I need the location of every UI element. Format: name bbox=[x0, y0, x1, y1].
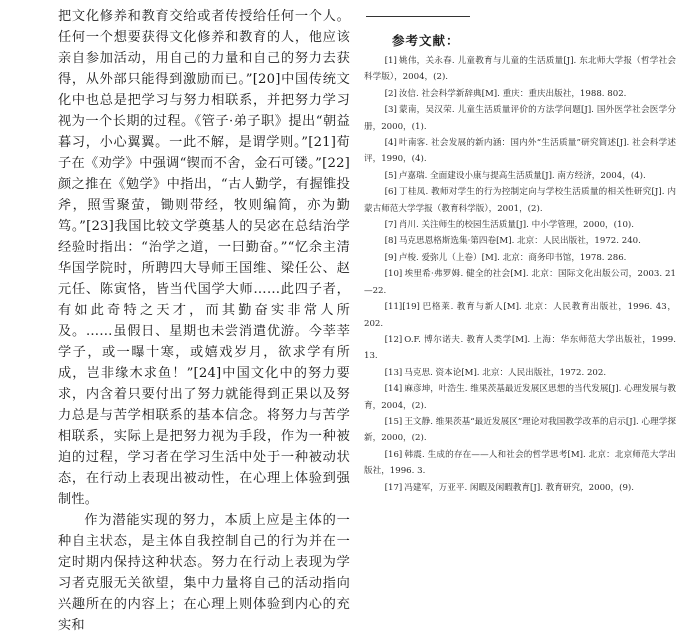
footnote-divider bbox=[366, 16, 470, 17]
reference-number: [17] bbox=[384, 482, 403, 493]
reference-number: [13] bbox=[384, 367, 403, 378]
reference-text: 冯建军，万亚平. 闲暇及闲暇教育[J]. 教育研究，2000，(9). bbox=[404, 482, 635, 493]
reference-number: [16] bbox=[384, 449, 403, 460]
reference-item bbox=[364, 299, 676, 332]
reference-text: O.F. 博尔诺夫. 教育人类学[M]. 上海：华东师范大学出版社，1999. 13. bbox=[364, 334, 676, 362]
reference-text: 丁桂凤. 教师对学生的行为控制定向与学校生活质量的相关性研究[J]. 内蒙古师范大学学报（教育科学版），2001，(2). bbox=[364, 187, 676, 214]
reference-item bbox=[364, 86, 676, 102]
body-paragraph-1: 把文化修养和教育交给或者传授给任何一个人。任何一个想要获得文化修养和教育的人，他应该亲自参加活动，用自己的力量和自己的努力去获得，从外部只能得到激励而已。”[20]中国传统文化中也总是把学习与努力相联系，并把努力学习视为一个长期的过程。《管子·弟子职》提出“朝益暮习，小心翼翼。一此不解，是谓学则。”[21]荀子在《劝学》中强调“锲而不舍，金石可镂。”[22]颜之推在《勉学》中指出，“古人勤学，有握锥投斧，照雪聚萤，锄则带经，牧则编简，亦为勤笃。”[23]我国比较文学奠基人的吴宓在总结治学经验时指出：“治学之道，一曰勤奋。”“忆余主清华国学院时，所聘四大导师王国维、梁任公、赵元任、陈寅恪，皆当代国学大师……此四子者，有如此奇特之天才，而其勤奋实非常人所及。……虽假日、星期也未尝消遣优游。今莘莘学子，或一曝十寒，或嬉戏岁月，欲求学有所成，岂非缘木求鱼！”[24]中国文化中的努力要求，内含着只要付出了努力就能得到正果以及努力总是与苦学相联系的基本信念。将努力与苦学相联系，实际上是把努力视为手段，作为一种被迫的过程，学习者在学习生活中处于一种被动状态，在行动上表现出被动性，在心理上体验到强制性。 bbox=[58, 9, 350, 507]
reference-text: 姚伟，关永春. 儿童教育与儿童的生活质量[J]. 东北师大学报（哲学社会科学版），2004，(2). bbox=[364, 56, 676, 83]
reference-item bbox=[364, 381, 676, 414]
reference-text: 肖川. 关注师生的校园生活质量[J]. 中小学管理，2000，(10). bbox=[398, 220, 635, 231]
reference-number: [12] bbox=[384, 334, 403, 345]
reference-text: 卢梭. 爱弥儿（上卷）[M]. 北京：商务印书馆，1978. 286. bbox=[398, 252, 627, 263]
reference-number: [6] bbox=[384, 187, 397, 198]
reference-item bbox=[364, 414, 676, 447]
reference-text: 马克思. 资本论[M]. 北京：人民出版社，1972. 202. bbox=[404, 367, 607, 378]
reference-number: [15] bbox=[384, 416, 403, 427]
reference-item bbox=[364, 250, 676, 266]
reference-number: [1] bbox=[384, 56, 397, 66]
reference-number: [8] bbox=[384, 236, 397, 247]
reference-text: 汝信. 社会科学新辞典[M]. 重庆：重庆出版社，1988. 802. bbox=[398, 88, 627, 99]
reference-text: 蒙南，吴汉荣. 儿童生活质量评价的方法学问题[J]. 国外医学社会医学分册，2000，(1). bbox=[364, 105, 676, 132]
reference-item bbox=[364, 447, 676, 480]
reference-number: [14] bbox=[384, 384, 403, 395]
reference-text: 王文静. 维果茨基“最近发展区”理论对我国教学改革的启示[J]. 心理学探新，2000，(2). bbox=[364, 416, 676, 444]
reference-item bbox=[364, 184, 676, 217]
reference-item bbox=[364, 168, 676, 184]
reference-item bbox=[364, 266, 676, 299]
reference-text: 麻彦坤，叶浩生. 维果茨基最近发展区思想的当代发展[J]. 心理发展与教育，2004，(2). bbox=[364, 384, 676, 411]
reference-text: 巴格莱. 教育与新人[M]. 北京：人民教育出版社，1996. 43，202. bbox=[364, 302, 676, 329]
reference-item bbox=[364, 102, 676, 135]
reference-number: [10] bbox=[384, 269, 403, 280]
reference-number: [4] bbox=[384, 138, 397, 149]
reference-number: [7] bbox=[384, 220, 397, 231]
reference-item bbox=[364, 480, 676, 496]
reference-item bbox=[364, 332, 676, 365]
reference-list bbox=[364, 53, 676, 496]
reference-number: [5] bbox=[384, 170, 397, 181]
references-heading: 参考文献： bbox=[392, 33, 460, 48]
body-paragraph-2: 作为潜能实现的努力，本质上应是主体的一种自主状态，是主体自我控制自己的行为并在一定时期内保持这种状态。努力在行动上表现为学习者克服无关欲望，集中力量将自己的活动指向兴趣所在的内容上；在心理上则体验到内心的充实和 bbox=[58, 513, 350, 633]
reference-item bbox=[364, 53, 676, 86]
reference-text: 马克思恩格斯选集·第四卷[M]. 北京：人民出版社，1972. 240. bbox=[398, 236, 641, 247]
reference-number: [9] bbox=[384, 252, 397, 263]
reference-text: 叶南客. 社会发展的新内涵：国内外“生活质量”研究简述[J]. 社会科学述评，1990，(4). bbox=[364, 138, 676, 165]
references-column bbox=[364, 8, 676, 496]
reference-item bbox=[364, 233, 676, 249]
reference-text: 韩震. 生成的存在——人和社会的哲学思考[M]. 北京：北京师范大学出版社，1996. 3. bbox=[364, 449, 676, 477]
reference-number: [3] bbox=[384, 105, 397, 116]
reference-number: [2] bbox=[384, 88, 397, 99]
reference-item bbox=[364, 135, 676, 168]
reference-item bbox=[364, 217, 676, 233]
reference-text: 卢嘉瑞. 全面建设小康与提高生活质量[J]. 南方经济，2004，(4). bbox=[398, 170, 646, 181]
reference-text: 埃里希·弗罗姆. 健全的社会[M]. 北京：国际文化出版公司，2003. 21—22. bbox=[364, 269, 676, 296]
reference-number: [11][19] bbox=[384, 302, 420, 313]
reference-item bbox=[364, 365, 676, 381]
body-text-column bbox=[58, 6, 350, 636]
